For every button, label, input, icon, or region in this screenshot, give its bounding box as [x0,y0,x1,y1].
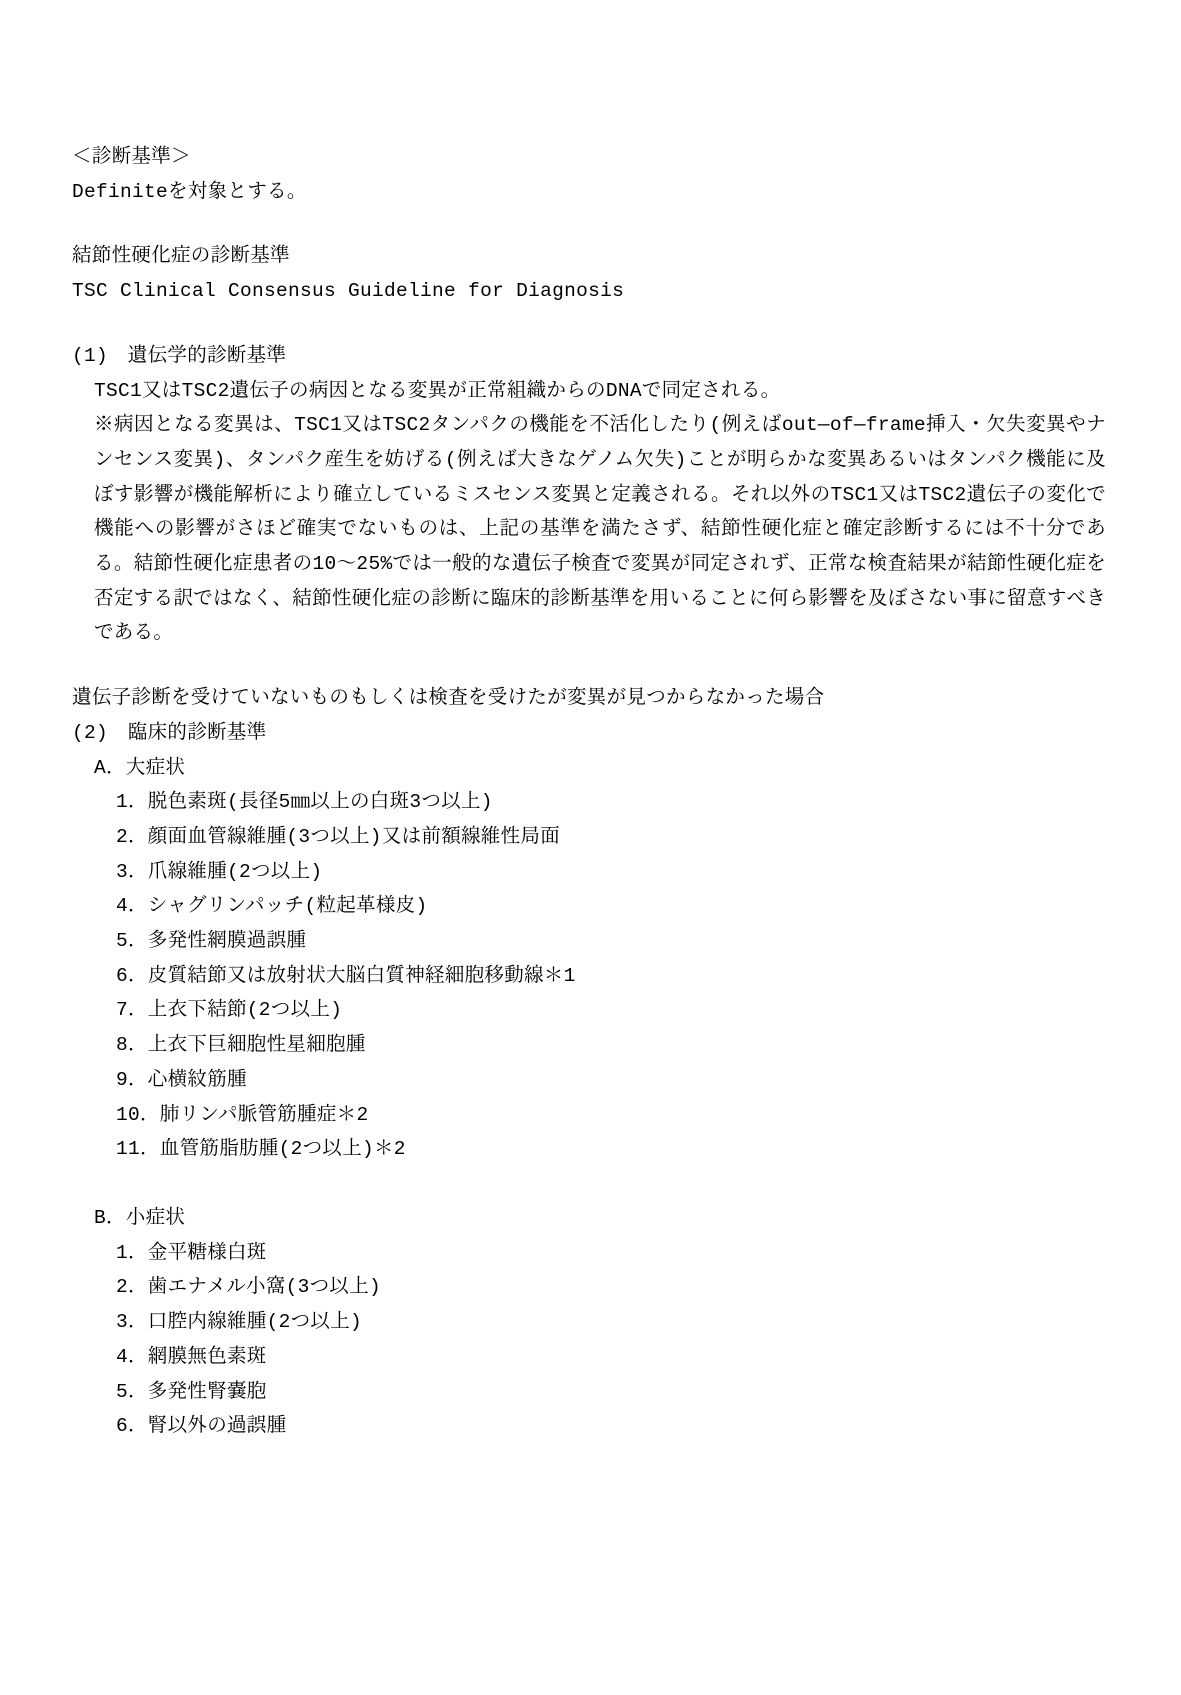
spacer [72,209,1106,239]
document-title-en: TSC Clinical Consensus Guideline for Diagnosis [72,280,625,303]
section-1-heading: (1) 遺伝学的診断基準 [72,344,287,367]
list-item: 1．金平糖様白斑 [116,1241,267,1264]
section-1-line-1: TSC1又はTSC2遺伝子の病因となる変異が正常組織からのDNAで同定される。 [94,379,781,402]
list-item: 4．シャグリンパッチ(粒起革様皮) [116,895,428,918]
section-2-heading: (2) 臨床的診断基準 [72,721,267,744]
section-1-note-paragraph: ※病因となる変異は、TSC1又はTSC2タンパクの機能を不活化したり(例えばout—of—frame挿入・欠失変異やナンセンス変異)、タンパク産生を妨げる(例えば大きなゲノム欠失)ことが明らかな変異あるいはタンパク機能に及ぼす影響が機能解析により確立しているミスセンス変異と定義される。それ以外のTSC1又はTSC2遺伝子の変化で機能への影響がさほど確実でないものは、上記の基準を満たさず、結節性硬化症と確定診断するには不十分である。結節性硬化症患者の10〜25%では一般的な遺伝子検査で変異が同定されず、正常な検査結果が結節性硬化症を否定する訳ではなく、結節性硬化症の診断に臨床的診断基準を用いることに何ら影響を及ぼさない事に留意すべきである。 [94,414,1106,645]
definite-line: Definiteを対象とする。 [72,180,307,203]
spacer [72,309,1106,339]
criteria-heading: ＜診断基準＞ [72,146,191,168]
spacer [72,651,1106,681]
list-item: 10．肺リンパ脈管筋腫症＊2 [116,1103,369,1126]
list-item: 5．多発性腎嚢胞 [116,1380,267,1403]
document-title-ja: 結節性硬化症の診断基準 [72,245,290,268]
list-item: 6．腎以外の過誤腫 [116,1415,287,1438]
list-item: 4．網膜無色素斑 [116,1345,267,1368]
spacer [72,1167,1106,1201]
list-item: 5．多発性網膜過誤腫 [116,930,307,953]
list-item: 3．爪線維腫(2つ以上) [116,860,323,883]
list-item: 2．歯エナメル小窩(3つ以上) [116,1276,382,1299]
list-item: 9．心横紋筋腫 [116,1068,247,1091]
list-item: 7．上衣下結節(2つ以上) [116,999,343,1022]
list-item: 11．血管筋脂肪腫(2つ以上)＊2 [116,1138,406,1161]
list-item: 8．上衣下巨細胞性星細胞腫 [116,1034,366,1057]
list-item: 1．脱色素斑(長径5㎜以上の白斑3つ以上) [116,791,493,814]
genetic-test-note: 遺伝子診断を受けていないものもしくは検査を受けたが変異が見つからなかった場合 [72,687,825,710]
list-item: 2．顔面血管線維腫(3つ以上)又は前額線維性局面 [116,825,561,848]
list-item: 3．口腔内線維腫(2つ以上) [116,1311,363,1334]
group-a-label: A．大症状 [94,756,186,779]
group-b-label: B．小症状 [94,1206,186,1229]
document-body [72,140,1106,1444]
list-item: 6．皮質結節又は放射状大脳白質神経細胞移動線＊1 [116,964,576,987]
